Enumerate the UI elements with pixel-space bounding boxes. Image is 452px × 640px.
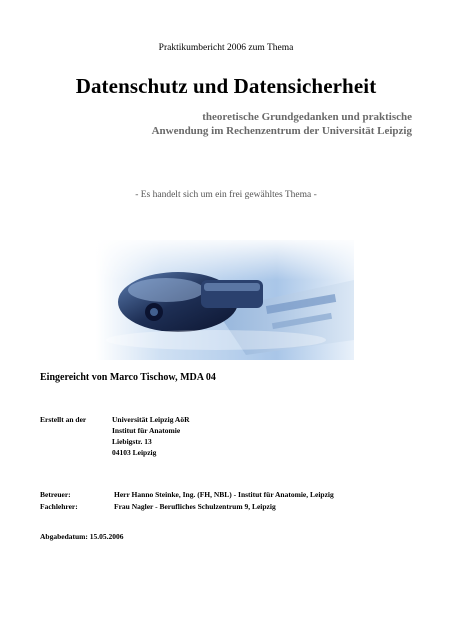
address-line-3: Liebigstr. 13: [112, 437, 152, 446]
security-hero-image: [96, 240, 354, 360]
document-subtitle: [82, 110, 412, 138]
topic-note: - Es handelt sich um ein frei gewähltes Thema -: [135, 190, 317, 200]
created-at-label: Erstellt an der: [40, 415, 87, 424]
subtitle-line-2: Anwendung im Rechenzentrum der Universität Leipzig: [151, 125, 412, 137]
teacher-value: Frau Nagler - Berufliches Schulzentrum 9, Leipzig: [114, 502, 276, 511]
report-kicker: Praktikumbericht 2006 zum Thema: [158, 43, 294, 53]
advisor-value: Herr Hanno Steinke, Ing. (FH, NBL) - Institut für Anatomie, Leipzig: [114, 490, 334, 499]
address-line-4: 04103 Leipzig: [112, 448, 157, 457]
teacher-label: Fachlehrer:: [40, 502, 78, 511]
submission-deadline: Abgabedatum: 15.05.2006: [40, 532, 124, 541]
document-title: Datenschutz und Datensicherheit: [75, 74, 377, 98]
subtitle-line-1: theoretische Grundgedanken und praktische: [202, 111, 412, 123]
advisor-label: Betreuer:: [40, 490, 71, 499]
created-at-address: [112, 414, 190, 458]
submitted-by: Eingereicht von Marco Tischow, MDA 04: [40, 372, 216, 383]
address-line-1: Universität Leipzig AöR: [112, 415, 190, 424]
address-line-2: Institut für Anatomie: [112, 426, 181, 435]
